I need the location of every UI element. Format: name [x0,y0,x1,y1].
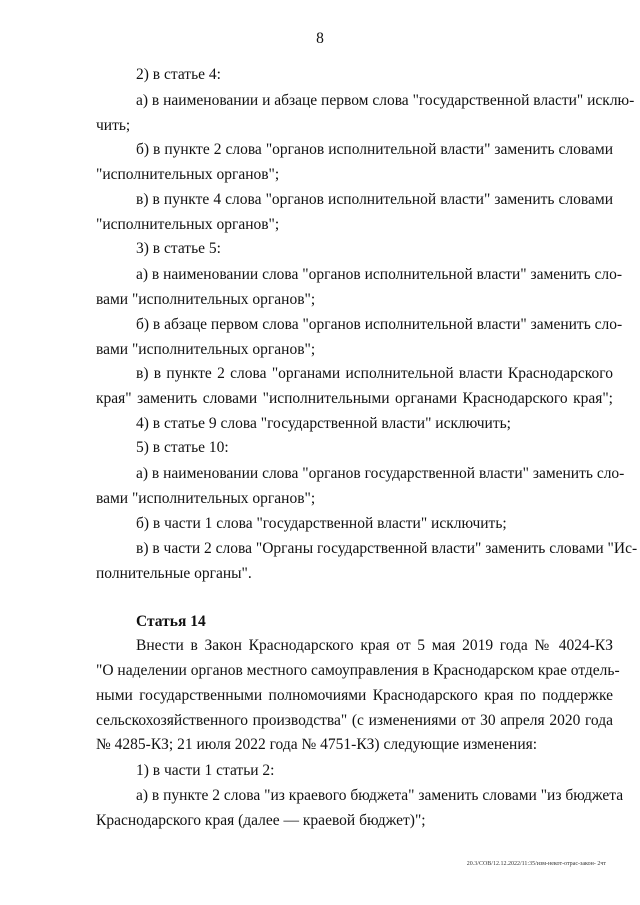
text-line: 3) в статье 5: [136,240,221,257]
text-line: № 4285-КЗ; 21 июля 2022 года № 4751-КЗ) следующие изменения: [96,736,538,753]
text-line: Внести в Закон Краснодарского края от 5 мая 2019 года № 4024-КЗ [136,637,613,654]
text-line: края" заменить словами "исполнительными органами Краснодарского края"; [96,390,613,407]
text-line: 4) в статье 9 слова "государственной власти" исключить; [136,415,511,432]
text-line: ными государственными полномочиями Краснодарского края по поддержке [96,687,613,704]
text-line: а) в наименовании слова "органов государственной власти" заменить сло- [136,465,625,482]
text-line: сельскохозяйственного производства" (с изменениями от 30 апреля 2020 года [96,712,613,729]
article-heading: Статья 14 [136,613,206,630]
text-line: чить; [96,117,131,134]
text-line: в) в пункте 4 слова "органов исполнительной власти" заменить словами [136,191,613,208]
text-line: полнительные органы". [96,565,252,582]
text-line: в) в части 2 слова "Органы государственной власти" заменить словами "Ис- [136,540,638,557]
text-line: а) в пункте 2 слова "из краевого бюджета" заменить словами "из бюджета [136,787,624,804]
document-footer-code: 20.3/СОВ/12.12.2022/11:35/изм-некот-отрас-закон- 2чт [466,861,606,867]
text-line: Краснодарского края (далее — краевой бюджет)"; [96,812,426,829]
text-line: 5) в статье 10: [136,439,229,456]
text-line: вами "исполнительных органов"; [96,490,316,507]
text-line: б) в части 1 слова "государственной власти" исключить; [136,515,507,532]
text-line: "О наделении органов местного самоуправления в Краснодарском крае отдель- [96,662,620,679]
page-number: 8 [316,30,324,47]
text-line: "исполнительных органов"; [96,216,280,233]
text-line: б) в абзаце первом слова "органов исполнительной власти" заменить сло- [136,316,623,333]
text-line: вами "исполнительных органов"; [96,291,316,308]
text-line: а) в наименовании слова "органов исполнительной власти" заменить сло- [136,266,623,283]
text-line: вами "исполнительных органов"; [96,341,316,358]
text-line: б) в пункте 2 слова "органов исполнительной власти" заменить словами [136,141,613,158]
text-line: в) в пункте 2 слова "органами исполнительной власти Краснодарского [136,365,613,382]
text-line: 2) в статье 4: [136,66,221,83]
text-line: а) в наименовании и абзаце первом слова "государственной власти" исклю- [136,92,635,109]
text-line: "исполнительных органов"; [96,166,280,183]
text-line: 1) в части 1 статьи 2: [136,762,275,779]
